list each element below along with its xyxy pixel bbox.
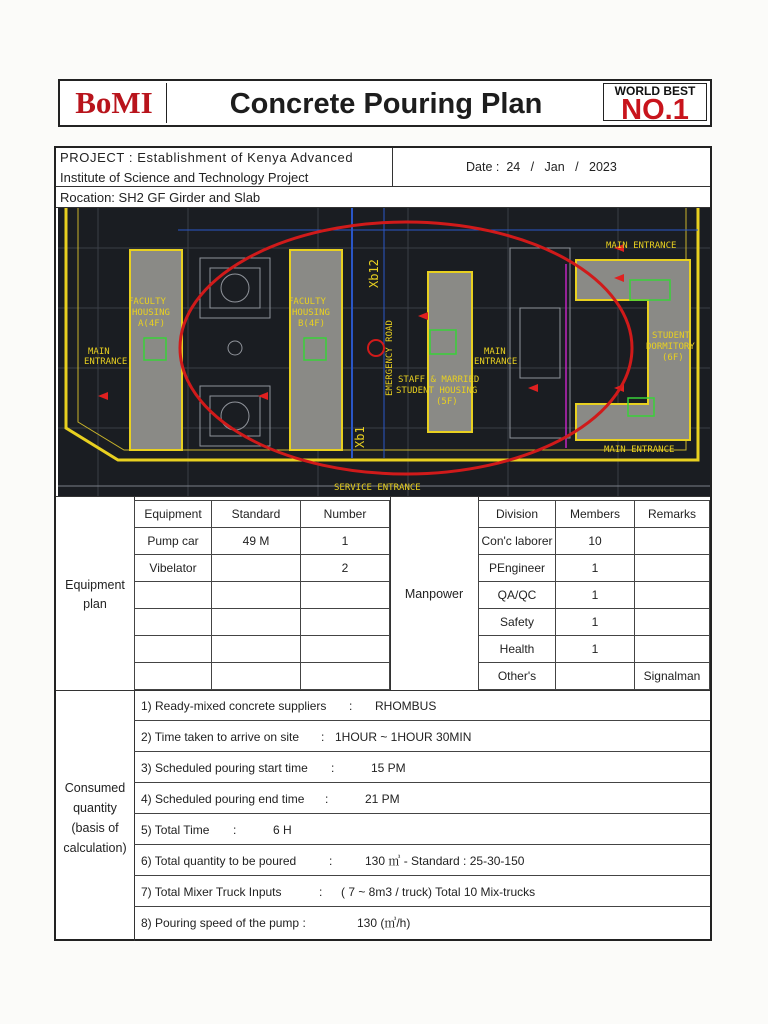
document-title: Concrete Pouring Plan [229, 88, 543, 120]
list-item [134, 691, 710, 721]
table-cell [635, 582, 710, 609]
table-cell: 1 [301, 528, 390, 555]
item-label: 4) Scheduled pouring end time [141, 792, 305, 806]
item-separator: : [233, 823, 237, 837]
date-day: 24 [506, 160, 521, 174]
table-cell: Vibelator [135, 555, 212, 582]
table-cell: PEngineer [479, 555, 556, 582]
badge-number: NO.1 [621, 94, 689, 126]
label-student-dorm: STUDENT DORMITORY (6F) [646, 331, 695, 363]
label-main-entrance-top: MAIN ENTRANCE [606, 241, 677, 251]
table-cell [135, 636, 212, 663]
table-cell: Signalman [635, 663, 710, 690]
pouring-plan-sheet [54, 146, 712, 941]
label-service-entrance: SERVICE ENTRANCE [334, 483, 421, 493]
table-cell: QA/QC [479, 582, 556, 609]
table-cell [212, 555, 301, 582]
label-xb1: Xb1 [353, 426, 367, 448]
table-cell [212, 636, 301, 663]
item-separator: : [325, 792, 329, 806]
table-row [135, 609, 390, 636]
item-value: 21 PM [365, 792, 400, 806]
consumed-label-line: quantity [73, 801, 117, 815]
table-row [135, 636, 390, 663]
table-cell: 2 [301, 555, 390, 582]
site-plan-drawing [58, 208, 710, 496]
item-value: RHOMBUS [375, 699, 437, 713]
date-label: Date : [466, 160, 500, 174]
table-row [479, 555, 710, 582]
table-cell [301, 609, 390, 636]
manpower-header-row [479, 501, 710, 528]
item-label: 2) Time taken to arrive on site [141, 730, 300, 744]
item-value: 15 PM [371, 761, 406, 775]
table-cell [212, 582, 301, 609]
equipment-plan-label [56, 576, 134, 614]
equipment-plan-label-line: plan [83, 597, 107, 611]
table-cell: 1 [556, 555, 635, 582]
label-faculty-a: FACULTY HOUSING A(4F) [128, 297, 170, 329]
table-cell [212, 663, 301, 690]
item-value: ( 7 ~ 8m3 / truck) Total 10 Mix-trucks [341, 885, 536, 899]
item-label: 3) Scheduled pouring start time [141, 761, 308, 775]
list-item [134, 815, 710, 845]
manpower-header-cell: Members [556, 501, 635, 528]
equipment-header-cell: Standard [212, 501, 301, 528]
table-cell: 49 M [212, 528, 301, 555]
table-cell: Safety [479, 609, 556, 636]
table-row [135, 582, 390, 609]
item-value: 6 H [273, 823, 292, 837]
table-row [135, 555, 390, 582]
item-separator: : [321, 730, 325, 744]
item-label: 5) Total Time [141, 823, 210, 837]
table-cell: 1 [556, 636, 635, 663]
manpower-label: Manpower [404, 587, 464, 601]
item-label: 7) Total Mixer Truck Inputs [141, 885, 282, 899]
item-separator: : [329, 854, 333, 868]
project-line-1: PROJECT : Establishment of Kenya Advanced [60, 150, 354, 165]
table-cell [635, 636, 710, 663]
list-item [134, 877, 710, 907]
table-cell [135, 582, 212, 609]
date-month: Jan [544, 160, 565, 174]
consumed-label-line: calculation) [63, 841, 127, 855]
consumed-label-line: Consumed [64, 781, 126, 795]
table-cell [135, 609, 212, 636]
manpower-header-cell: Remarks [635, 501, 710, 528]
list-item [134, 722, 710, 752]
table-row [479, 663, 710, 690]
table-cell [556, 663, 635, 690]
label-xb12: Xb12 [367, 259, 381, 288]
table-row [479, 636, 710, 663]
item-label: 8) Pouring speed of the pump : [141, 916, 306, 930]
item-value: 130 (㎥/h) [357, 916, 411, 930]
table-cell: Health [479, 636, 556, 663]
equipment-header-cell: Equipment [135, 501, 212, 528]
equipment-table [134, 500, 390, 690]
document-header [58, 79, 712, 127]
equipment-header-row [135, 501, 390, 528]
label-main-entrance-left: MAIN ENTRANCE [84, 347, 128, 367]
table-row [135, 663, 390, 690]
badge-caption: WORLD BEST [614, 84, 696, 98]
table-row [479, 528, 710, 555]
list-item [134, 908, 710, 938]
world-best-badge [603, 83, 707, 126]
consumed-quantity-label [56, 778, 134, 858]
list-item [134, 753, 710, 783]
table-cell: 1 [556, 609, 635, 636]
table-cell: 10 [556, 528, 635, 555]
date-separator: / [575, 160, 579, 174]
label-main-entrance-bottom: MAIN ENTRANCE [604, 445, 675, 455]
table-cell [635, 609, 710, 636]
list-item [134, 784, 710, 814]
table-row [479, 582, 710, 609]
label-faculty-b: FACULTY HOUSING B(4F) [288, 297, 330, 329]
item-label: 1) Ready-mixed concrete suppliers [141, 699, 327, 713]
label-emergency-road: EMERGENCY ROAD [385, 320, 395, 396]
item-value: 130 ㎥ - Standard : 25-30-150 [365, 854, 525, 868]
table-cell [301, 663, 390, 690]
date-year: 2023 [589, 160, 617, 174]
item-separator: : [319, 885, 323, 899]
label-staff-housing: STAFF & MARRIED STUDENT HOUSING (5F) [396, 375, 480, 407]
list-item [134, 846, 710, 876]
location-line: Rocation: SH2 GF Girder and Slab [60, 190, 261, 205]
table-row [135, 528, 390, 555]
table-cell: 1 [556, 582, 635, 609]
table-cell [635, 528, 710, 555]
equipment-header-cell: Number [301, 501, 390, 528]
label-main-entrance-mid: MAIN ENTRANCE [474, 347, 518, 367]
date-field [466, 160, 617, 174]
item-label: 6) Total quantity to be poured [141, 854, 297, 868]
item-separator: : [349, 699, 353, 713]
date-separator: / [530, 160, 535, 174]
table-cell [635, 555, 710, 582]
table-cell [301, 582, 390, 609]
company-logo: BoMI [62, 83, 167, 123]
table-cell [135, 663, 212, 690]
table-cell [301, 636, 390, 663]
table-cell: Pump car [135, 528, 212, 555]
table-row [479, 609, 710, 636]
manpower-table [478, 500, 710, 690]
equipment-plan-label-line: Equipment [65, 578, 125, 592]
manpower-header-cell: Division [479, 501, 556, 528]
table-cell [212, 609, 301, 636]
item-separator: : [331, 761, 335, 775]
consumed-label-line: (basis of [71, 821, 119, 835]
project-line-2: Institute of Science and Technology Project [60, 170, 309, 185]
table-cell: Con'c laborer [479, 528, 556, 555]
item-value: 1HOUR ~ 1HOUR 30MIN [335, 730, 472, 744]
table-cell: Other's [479, 663, 556, 690]
